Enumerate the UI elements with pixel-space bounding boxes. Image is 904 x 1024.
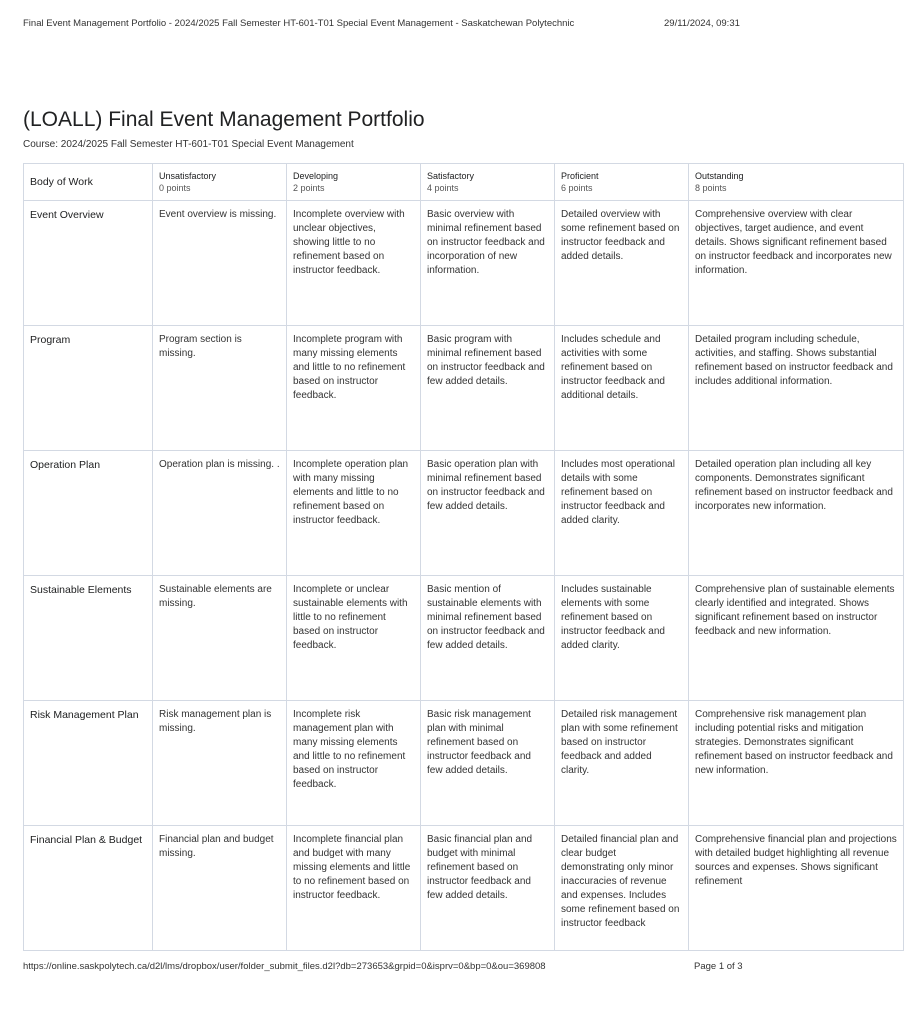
rubric-cell: Incomplete risk management plan with many missing elements and little to no refinement based on instructor feedback. <box>287 701 421 826</box>
rubric-cell: Comprehensive risk management plan including potential risks and mitigation strategies. Demonstrates significant refinement based on instructor feedback and new information. <box>689 701 904 826</box>
rubric-cell: Detailed overview with some refinement based on instructor feedback and added details. <box>555 201 689 326</box>
page-title: (LOALL) Final Event Management Portfolio <box>23 108 425 131</box>
rubric-cell: Incomplete financial plan and budget with many missing elements and little to no refinement based on instructor feedback. <box>287 826 421 951</box>
rubric-table-container[interactable] <box>23 163 897 945</box>
level-points: 2 points <box>293 183 325 193</box>
print-header-title: Final Event Management Portfolio - 2024/2025 Fall Semester HT-601-T01 Special Event Management - Saskatchewan Polytechnic <box>23 18 575 29</box>
print-header <box>23 18 768 29</box>
level-name: Satisfactory <box>427 171 475 181</box>
print-footer <box>23 961 768 972</box>
rubric-cell: Incomplete program with many missing elements and little to no refinement based on instructor feedback. <box>287 326 421 451</box>
print-footer-url: https://online.saskpolytech.ca/d2l/lms/dropbox/user/folder_submit_files.d2l?db=273653&grpid=0&isprv=0&bp=0&ou=369808 <box>23 961 546 972</box>
page-number: Page 1 of 3 <box>694 961 743 972</box>
rubric-row-operation-plan <box>24 451 904 576</box>
course-line: Course: 2024/2025 Fall Semester HT-601-T01 Special Event Management <box>23 139 354 150</box>
rubric-cell: Incomplete operation plan with many missing elements and little to no refinement based on instructor feedback. <box>287 451 421 576</box>
level-header-developing <box>287 164 421 201</box>
rubric-cell: Includes sustainable elements with some refinement based on instructor feedback and added clarity. <box>555 576 689 701</box>
rubric-cell: Detailed program including schedule, activities, and staffing. Shows substantial refinement based on instructor feedback and includes additional information. <box>689 326 904 451</box>
rubric-row-sustainable-elements <box>24 576 904 701</box>
rubric-cell: Program section is missing. <box>153 326 287 451</box>
rubric-cell: Basic financial plan and budget with minimal refinement based on instructor feedback and few added details. <box>421 826 555 951</box>
rubric-cell: Basic risk management plan with minimal refinement based on instructor feedback and few added details. <box>421 701 555 826</box>
level-points: 8 points <box>695 183 727 193</box>
rubric-cell: Sustainable elements are missing. <box>153 576 287 701</box>
rubric-cell: Basic operation plan with minimal refinement based on instructor feedback and few added details. <box>421 451 555 576</box>
rubric-row-event-overview <box>24 201 904 326</box>
rubric-header-row <box>24 164 904 201</box>
rubric-row-financial-plan-budget <box>24 826 904 951</box>
rubric-cell: Basic program with minimal refinement based on instructor feedback and few added details. <box>421 326 555 451</box>
rubric-cell: Incomplete or unclear sustainable elements with little to no refinement based on instructor feedback. <box>287 576 421 701</box>
rubric-table <box>23 163 904 951</box>
level-name: Proficient <box>561 171 599 181</box>
level-name: Outstanding <box>695 171 744 181</box>
level-header-satisfactory <box>421 164 555 201</box>
rubric-row-risk-management-plan <box>24 701 904 826</box>
rubric-cell: Comprehensive financial plan and projections with detailed budget highlighting all revenue sources and expenses. Shows significant refinement <box>689 826 904 951</box>
criterion-name: Sustainable Elements <box>24 576 153 701</box>
rubric-cell: Event overview is missing. <box>153 201 287 326</box>
level-name: Unsatisfactory <box>159 171 217 181</box>
rubric-cell: Detailed operation plan including all key components. Demonstrates significant refinement based on instructor feedback and incorporates new information. <box>689 451 904 576</box>
criterion-name: Operation Plan <box>24 451 153 576</box>
criterion-column-header: Body of Work <box>24 164 153 201</box>
criterion-name: Program <box>24 326 153 451</box>
rubric-cell: Operation plan is missing. . <box>153 451 287 576</box>
level-header-unsatisfactory <box>153 164 287 201</box>
level-header-proficient <box>555 164 689 201</box>
level-header-outstanding <box>689 164 904 201</box>
rubric-cell: Financial plan and budget missing. <box>153 826 287 951</box>
level-points: 4 points <box>427 183 459 193</box>
rubric-cell: Comprehensive plan of sustainable elements clearly identified and integrated. Shows significant refinement based on instructor feedback and new information. <box>689 576 904 701</box>
criterion-name: Event Overview <box>24 201 153 326</box>
print-header-datetime: 29/11/2024, 09:31 <box>664 18 740 29</box>
rubric-cell: Detailed risk management plan with some refinement based on instructor feedback and added clarity. <box>555 701 689 826</box>
criterion-name: Financial Plan & Budget <box>24 826 153 951</box>
rubric-row-program <box>24 326 904 451</box>
rubric-cell: Includes schedule and activities with some refinement based on instructor feedback and additional details. <box>555 326 689 451</box>
rubric-cell: Basic overview with minimal refinement based on instructor feedback and incorporation of new information. <box>421 201 555 326</box>
rubric-cell: Incomplete overview with unclear objectives, showing little to no refinement based on instructor feedback. <box>287 201 421 326</box>
rubric-cell: Comprehensive overview with clear objectives, target audience, and event details. Shows significant refinement based on instructor feedback and incorporates new information. <box>689 201 904 326</box>
level-points: 0 points <box>159 183 191 193</box>
rubric-cell: Includes most operational details with some refinement based on instructor feedback and added clarity. <box>555 451 689 576</box>
level-name: Developing <box>293 171 339 181</box>
criterion-name: Risk Management Plan <box>24 701 153 826</box>
rubric-cell: Detailed financial plan and clear budget demonstrating only minor inaccuracies of revenue and expenses. Includes some refinement based on instructor feedback <box>555 826 689 951</box>
rubric-cell: Risk management plan is missing. <box>153 701 287 826</box>
rubric-cell: Basic mention of sustainable elements with minimal refinement based on instructor feedback and few added details. <box>421 576 555 701</box>
level-points: 6 points <box>561 183 593 193</box>
